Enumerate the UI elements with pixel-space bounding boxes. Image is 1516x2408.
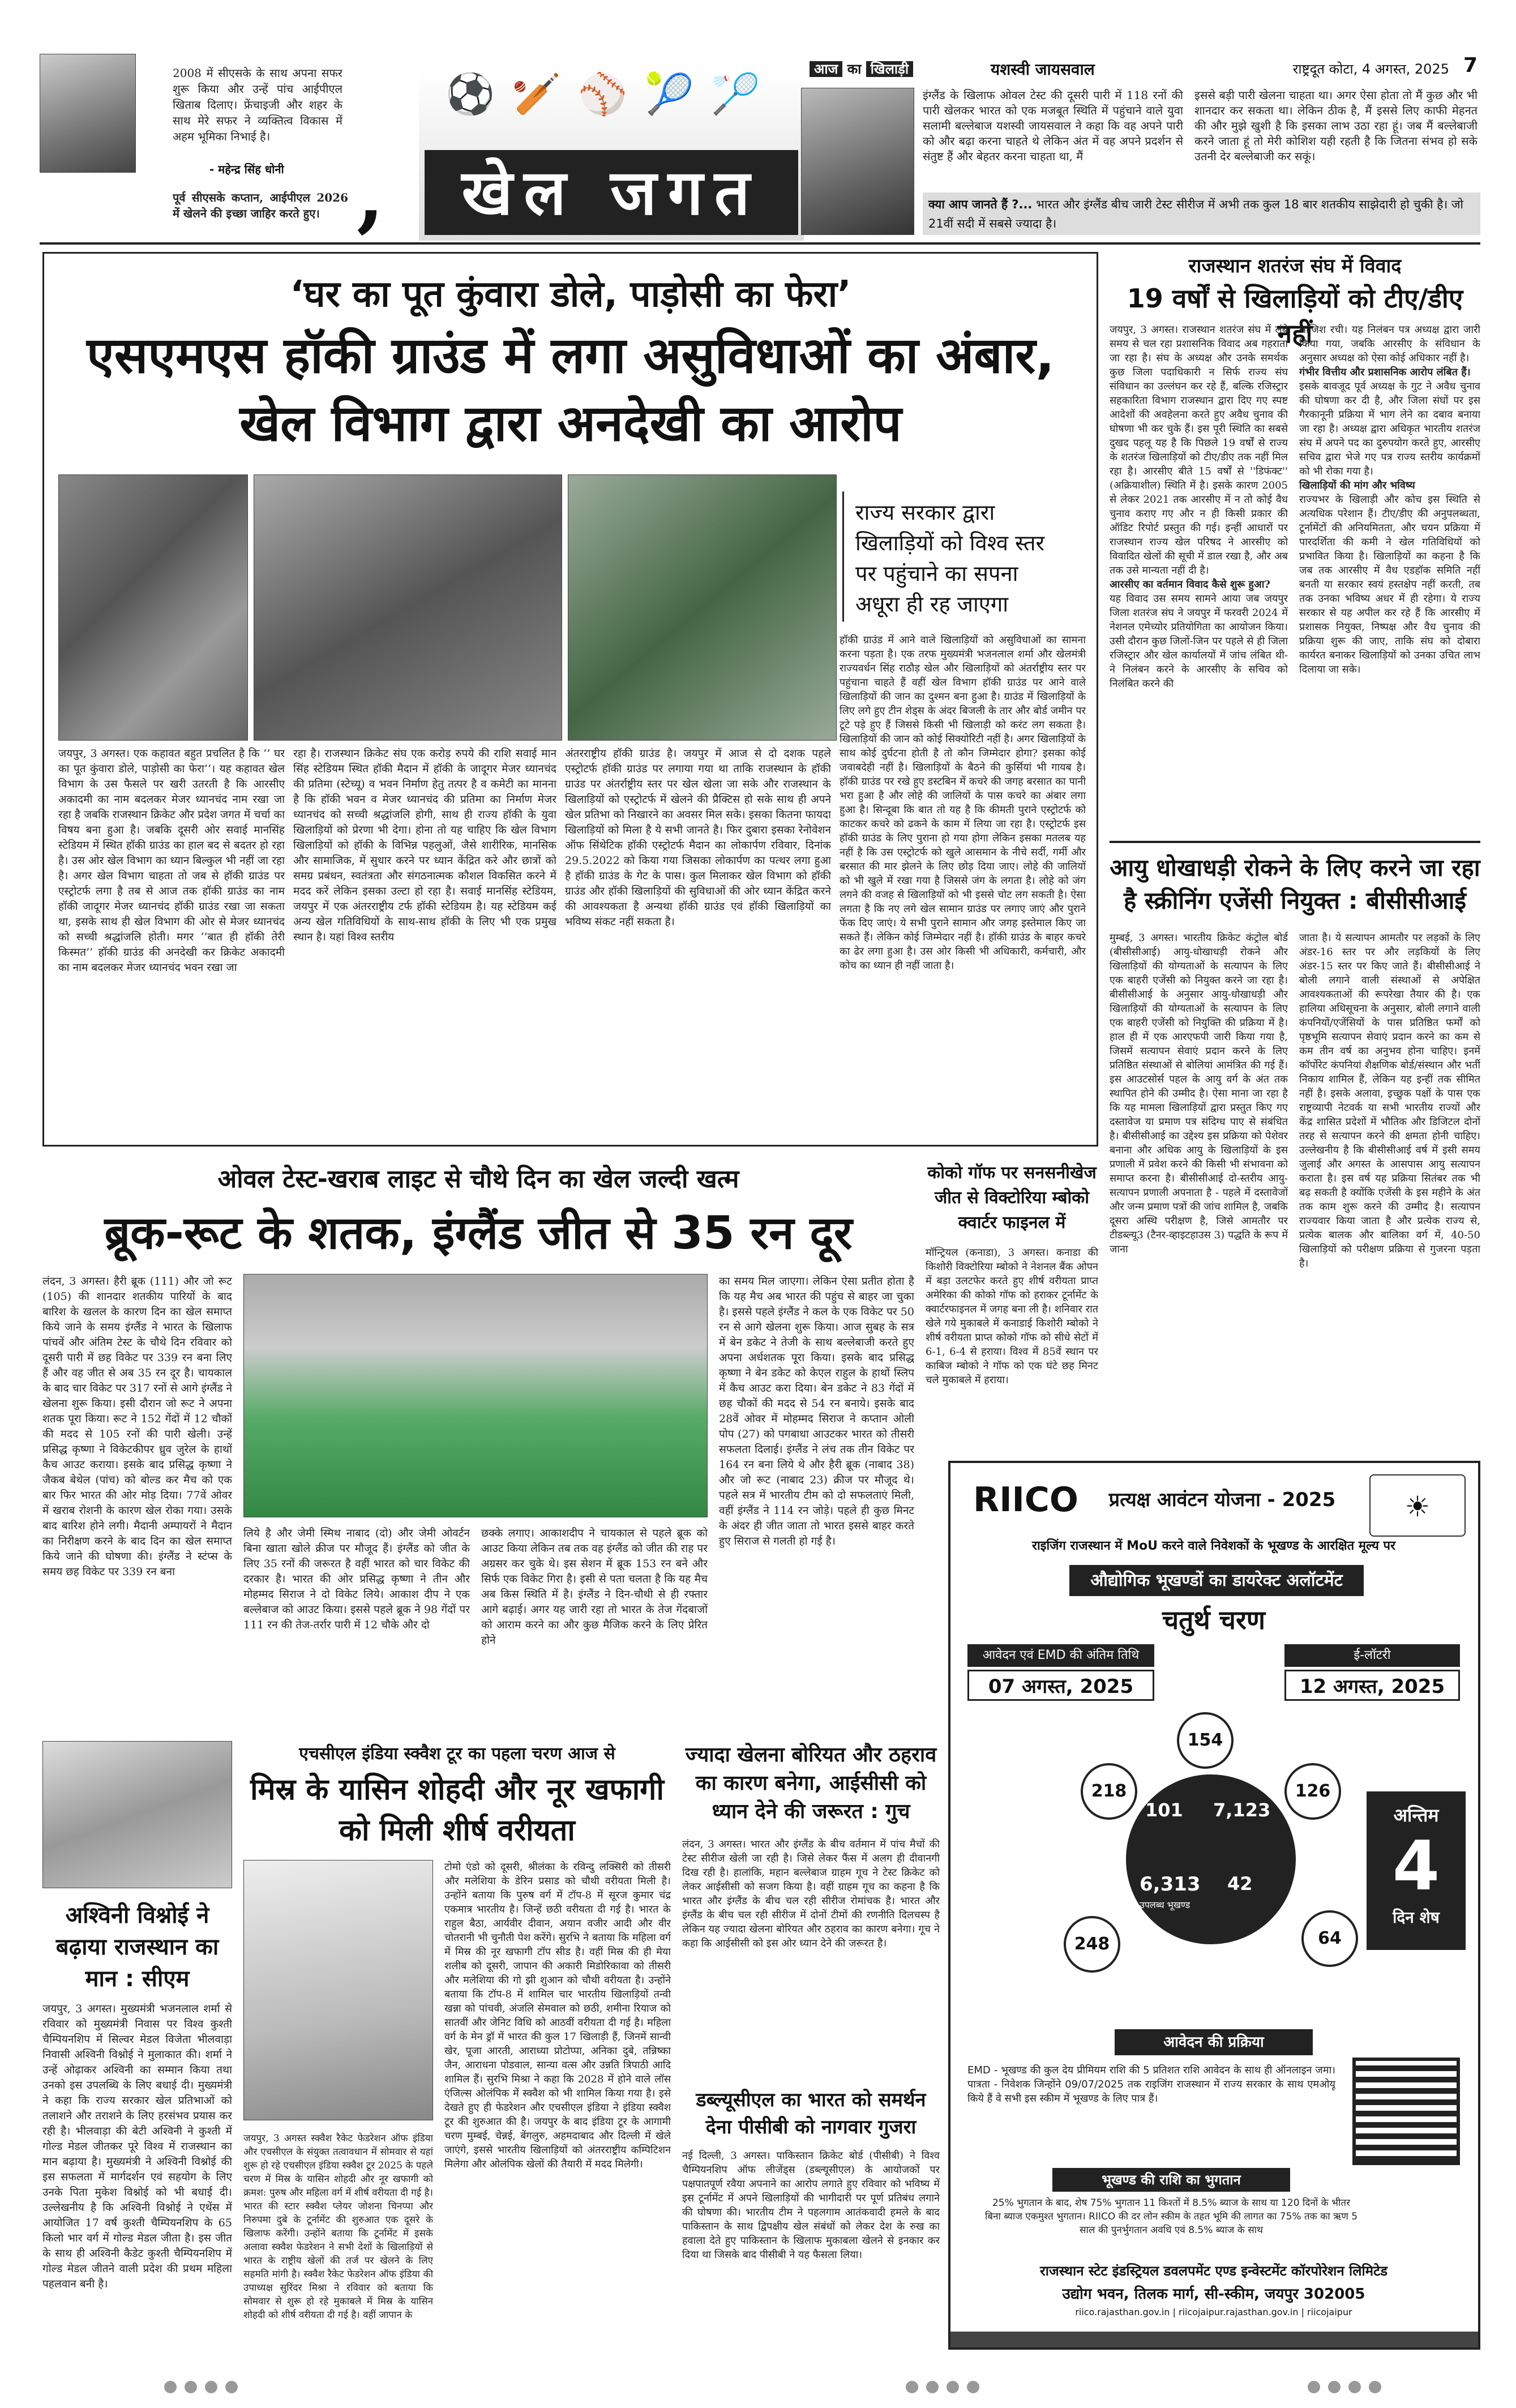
hockey-story bbox=[42, 252, 1098, 1147]
hockey-photo-3 bbox=[568, 474, 837, 741]
footer-dots-left bbox=[164, 2381, 238, 2393]
bishnoi-body: जयपुर, 3 अगस्त। मुख्यमंत्री भजनलाल शर्मा से रविवार को मुख्यमंत्री निवास पर विश्व कुश्ती चैम्पियनशिप में सिल्वर मेडल विजेता भीलवाड़ा निवासी अश्विनी विश्नोई ने मुलाकात की। शर्मा ने उन्हें ओढ़ाकर अश्विनी का सम्मान किया तथा उनको इस उपलब्धि के लिए बधाई दी। मुख्यमंत्री ने कहा कि राज्य सरकार खेल प्रतिभाओं को तलाशने और तराशने के लिए हरसंभव प्रयास कर रही है। भीलवाड़ा की बेटी अश्विनी ने कुश्ती में गोल्ड मेडल जीतकर पूरे विश्व में राजस्थान का मान बढ़ाया है। मुख्यमंत्री ने अश्विनी विश्नोई की इस सफलता में मार्गदर्शन एवं सहयोग के लिए उनके पिता मुकेश विश्नोई को भी बधाई दी। उल्लेखनीय है कि अश्विनी विश्नोई ने एथेंस में आयोजित 17 वर्ष कुश्ती चैम्पियनशिप के 65 किलो भार वर्ग में गोल्ड मेडल जीता है। इस जीत के साथ ही अश्विनी कैडेट कुश्ती चैम्पियनशिप में गोल्ड मेडल जीतने वाली प्रदेश की प्रथम महिला पहलवान बनी है। bbox=[42, 2003, 232, 2290]
oval-match-photo bbox=[243, 1274, 708, 1517]
aaj-ka-khiladi-label bbox=[810, 59, 979, 80]
bishnoi-photo bbox=[42, 1741, 232, 1888]
hockey-photo-2 bbox=[254, 474, 562, 741]
riico-phase: चतुर्थ चरण bbox=[1162, 1605, 1266, 1635]
jaiswal-photo bbox=[801, 88, 914, 235]
qr-code bbox=[1352, 2058, 1460, 2165]
riico-logo: RIICO bbox=[973, 1480, 1078, 1520]
days-unit: दिन शेष bbox=[1393, 1908, 1440, 1927]
plots-7123: 7,123 bbox=[1213, 1799, 1271, 1821]
chess-col-1b-text: यह विवाद उस समय सामने आया जब जयपुर जिला शतरंज संघ ने जयपुर में फरवरी 2024 में नेशनल एमेच्योर प्रतियोगिता का आयोजन किया। उसी दौरान कुछ जिलों-जिन पर पहले से ही जिला रजिस्ट्रार और खेल कार्यालयों में जांच लंबित थी-ने निलंबन करने के आरसीए के सचिव को निलंबित करने की bbox=[1110, 593, 1288, 690]
hockey-kicker: ‘घर का पूत कुंवारा डोले, पाड़ोसी का फेरा’ bbox=[290, 273, 851, 315]
player-name: यशस्वी जायसवाल bbox=[991, 60, 1095, 79]
oval-col-1: लंदन, 3 अगस्त। हैरी ब्रूक (111) और जो रूट (105) की शानदार शतकीय पारियों के बाद बारिश के खलल के कारण दिन का खेल समाप्त किये जाने के समय इंग्लैंड ने भारत के खिलाफ पांचवें और अंतिम टेस्ट के चौथे दिन रविवार को दूसरी पारी में छह विकेट पर 339 रन बना लिए हैं और वह जीत से अब 35 रन दूर है। चायकाल के बाद चार विकेट पर 317 रनों से आगे इंग्लैंड ने खेलना शुरू किया। इसी दौरान जो रूट ने अपना शतक पूरा किया। रूट ने 152 गेंदों में 12 चौकों की मदद से 105 रनों की पारी खेली। उन्हें प्रसिद्ध कृष्णा ने विकेटकीपर ध्रुव जुरेल के हाथों कैच आउट कराया। इसके बाद प्रसिद्ध कृष्णा ने जैकब बेथेल (पांच) को बोल्ड कर मैच को एक बार फिर भारत की ओर मोड़ दिया। 77वें ओवर में खराब रोशनी के कारण खेल रोका गया। उसके बाद बारिश होने लगी। मैदानी अम्पायरों ने मैदान का निरीक्षण करने के बाद दिन का खेल समाप्त किये जाने की घोषणा की। इंग्लैंड ने स्टंप्स के समय छह विकेट पर 339 रन बना bbox=[42, 1275, 232, 1578]
bishnoi-headline: अश्विनी विश्नोई ने बढ़ाया राजस्थान का मान : सीएम bbox=[55, 1902, 219, 1992]
riico-tagline: प्रत्यक्ष आवंटन योजना - 2025 bbox=[1108, 1489, 1336, 1511]
plots-126: 126 bbox=[1284, 1763, 1341, 1820]
plots-42: 42 bbox=[1227, 1873, 1253, 1894]
chess-subhead-3: खिलाड़ियों की मांग और भविष्य bbox=[1299, 480, 1415, 491]
icc-story bbox=[682, 1741, 940, 2353]
riico-footer-web: riico.rajasthan.gov.in | riicojaipur.rajasthan.gov.in | riicojaipur bbox=[1075, 2307, 1352, 2317]
footer-dots-center bbox=[906, 2381, 979, 2393]
chess-col-2b-text: इसके बावजूद पूर्व अध्यक्ष के गुट ने अवैध चुनाव की घोषणा कर दी है, और जिला संघों पर इस गैरकानूनी प्रक्रिया में भाग लेने का दबाव बनाया जा रहा है। अध्यक्ष द्वारा अधिकृत भारतीय शतरंज संघ में अपने पद का दुरुपयोग करते हुए, आरसीए सचिव द्वारा भेजे गए पत्र राज्य स्तरीय कार्यक्रमों को भी रोका गया है। bbox=[1299, 380, 1480, 477]
wcl-subheadline: डब्ल्यूसीएल का भारत को समर्थन देना पीसीबी को नागवार गुजरा bbox=[696, 2089, 926, 2138]
ka-label: का bbox=[847, 61, 862, 77]
bcci-headline: आयु धोखाधड़ी रोकने के लिए करने जा रहा है स्क्रीनिंग एजेंसी नियुक्त : बीसीसीआई bbox=[1110, 854, 1480, 914]
riico-last-date: 07 अगस्त, 2025 bbox=[967, 1670, 1154, 1701]
plots-center bbox=[1126, 1774, 1296, 1944]
payment-title: भूखण्ड की राशि का भुगतान bbox=[1052, 2168, 1290, 2192]
koko-body: मॉन्ट्रियल (कनाडा), 3 अगस्त। कनाडा की किशोरी विक्टोरिया म्बोको ने नेशनल बैंक ओपन में बड़ा उलटफेर करते हुए शीर्ष वरीयता प्राप्त अमेरिका की कोको गॉफ को हराकर टूर्नामेंट के क्वार्टरफाइनल में जगह बना ली है। शनिवार रात खेले गये मुकाबले में कनाडाई किशोरी म्बोको ने शीर्ष वरीयता प्राप्त कोको गॉफ को सीधे सेटों में 6-1, 6-4 से हराया। विश्व में 85वें स्थान पर काबिज म्बोको ने गॉफ को एक घंटे छह मिनट चले मुकाबले में हराया। bbox=[926, 1247, 1098, 1386]
plots-6313: 6,313 bbox=[1140, 1873, 1201, 1896]
dhoni-caption: पूर्व सीएसके कप्तान, आईपीएल 2026 में खेलने की इच्छा जाहिर करते हुए। bbox=[173, 191, 348, 220]
plots-available-label: उपलब्ध भूखण्ड bbox=[1140, 1900, 1190, 1910]
riico-last-date-label: आवेदन एवं EMD की अंतिम तिथि bbox=[967, 1644, 1154, 1667]
hockey-col-1: जयपुर, 3 अगस्त। एक कहावत बहुत प्रचलित है कि ‘’ घर का पूत कुंवारा डोले, पाड़ोसी का फेरा’’। यह कहावत खेल विभाग के उस फैसले पर खरी उतरती है कि आरसीए अकादमी का नाम बदलकर मेजर ध्यानचंद नाम रखा जा रहा है जबकि राजस्थान क्रिकेट और प्रदेश जगत में चर्चा का विषय बना हुआ है। जबकि दूसरी ओर सवाई मानसिंह स्टेडियम में स्थित हॉकी ग्राउंड का हाल बद से बदतर हो रहा है। उस ओर खेल विभाग का ध्यान बिल्कुल भी नहीं जा रहा है। अगर खेल विभाग चाहता तो जब से हॉकी ग्राउंड पर एस्ट्रोटर्फ लगा है तब से आज तक हॉकी ग्राउंड का नाम हॉकी जादूगर मेजर ध्यानचंद हॉकी ग्राउंड रखा जा सकता था, इसके साथ ही खेल विभाग की ओर से मेजर ध्यानचंद को सच्ची श्रद्धांजलि होती। मगर ‘’बात ही हॉकी तेरी किस्मत’’ हॉकी ग्राउंड की अनदेखी कर क्रिकेट अकादमी का नाम बदलकर मेजर ध्यानचंद भवन रखा जा bbox=[58, 747, 285, 974]
chess-subhead-2: गंभीर वित्तीय और प्रशासनिक आरोप लंबित हैं। bbox=[1299, 366, 1471, 378]
factory-skyline bbox=[950, 2321, 1478, 2347]
hockey-photo-1 bbox=[58, 474, 248, 741]
sports-equipment-icon: ⚽🏏⚾🎾🏸 bbox=[446, 71, 777, 117]
riico-subtitle: राइजिंग राजस्थान में MoU करने वाले निवेशकों के भूखण्ड के आरक्षित मूल्य पर bbox=[1031, 1539, 1396, 1553]
pull-quote-text: राज्य सरकार द्वारा खिलाड़ियों को विश्व स्तर पर पहुंचाने का सपना अधूरा ही रह जाएगा bbox=[855, 500, 1045, 617]
plot-circle-diagram bbox=[1064, 1712, 1358, 2018]
hockey-col-3: अंतरराष्ट्रीय हॉकी ग्राउंड है। जयपुर में आज से दो दशक पहले एस्ट्रोटर्फ हॉकी ग्राउंड पर लगाया गया था ताकि राजस्थान के हॉकी ग्राउंड पर अंतर्राष्ट्रीय स्तर पर खेल खेला जा सके और राजस्थान के खिलाड़ियों को एस्ट्रोटर्फ में खेलने की प्रैक्टिस हो सके साथ ही अपने खेल प्रतिभा को निखारने का अवसर मिल सके। इसका कितना फायदा खिलाड़ियों को मिला है ये सभी जानते है। फिर दुबारा इसका रेनोवेशन ऑफ सिंथेटिक हॉकी एस्ट्रोटर्फ मैदान का लोकार्पण रविवार, दिनांक 29.5.2022 को किया गया जिसका लोकार्पण का पत्थर लगा हुआ है हॉकी ग्राउंड के गेट के पास। कुल मिलाकर खेल विभाग को हॉकी ग्राउंड और हॉकी खिलाड़ियों की सुविधाओं की ओर ध्यान केंद्रित करने की आवश्यकता है अन्यथा हॉकी ग्राउंड एवं हॉकी खिलाड़ियों का भविष्य संकट नहीं सकता है। bbox=[565, 747, 831, 928]
riico-lottery-label: ई-लॉटरी bbox=[1284, 1644, 1460, 1667]
chess-col-2c-text: राज्यभर के खिलाड़ी और कोच इस स्थिति से अत्यधिक परेशान हैं। टीए/डीए की अनुपलब्धता, टूर्नामेंटों की अनियमितता, और चयन प्रक्रिया में पारदर्शिता की कमी ने खेल गतिविधियों को प्रभावित किया है। खिलाड़ियों का कहना है कि जब तक आरसीए में वैध एडहॉक समिति नहीं बनती या सरकार स्वयं हस्तक्षेप नहीं करती, तब तक उनका भविष्य अधर में ही रहेगा। ये राज्य सरकार से यह अपील कर रहे हैं कि आरसीए में प्रशासक नियुक्त, निष्पक्ष और वैध चुनाव की प्रक्रिया शुरू की जाए, ताकि संघ को दोबारा कार्यरत बनाकर खिलाड़ियों को उनका उचित लाभ दिलाया जा सके। bbox=[1299, 494, 1480, 675]
trivia-text: भारत और इंग्लैंड बीच जारी टेस्ट सीरीज में अभी तक कुल 18 बार शतकीय साझेदारी हो चुकी है। जो 21वीं सदी में सबसे ज्यादा है। bbox=[928, 198, 1463, 230]
page-number: 7 bbox=[1463, 54, 1478, 77]
riico-banner: औद्योगिक भूखण्डों का डायरेक्ट अलॉटमेंट bbox=[1069, 1565, 1364, 1596]
plots-101: 101 bbox=[1145, 1799, 1183, 1821]
oval-story bbox=[42, 1161, 914, 1727]
riico-footer-org: राजस्थान स्टेट इंडस्ट्रियल डवलपमेंट एण्ड इन्वेस्टमेंट कॉरपोरेशन लिमिटेड bbox=[1039, 2263, 1388, 2279]
plots-218: 218 bbox=[1081, 1763, 1137, 1820]
icc-headline: ज्यादा खेलना बोरियत और ठहराव का कारण बनेगा, आईसीसी को ध्यान देने की जरूरत : गुच bbox=[685, 1743, 937, 1823]
bcci-col-2: जाता है। ये सत्यापन आमतौर पर लड़कों के लिए अंडर-16 स्तर पर और लड़कियों के लिए अंडर-15 स्तर पर किए जाते हैं। बीसीसीआई ने बोली लगाने वाली संस्थाओं से अपेक्षित आवश्यकताओं की रूपरेखा तैयार की है। एक हालिया अधिसूचना के अनुसार, बोली लगाने वाली कंपनियों/एजेंसियों के पास प्रतिष्ठित फर्मों को पृष्ठभूमि सत्यापन सेवाएं प्रदान करने का कम से कम तीन वर्ष का अनुभव होना चाहिए। इनमें कॉर्पोरेट कंपनियां शैक्षणिक बोर्ड/संस्थान और भर्ती निकाय शामिल हैं, लेकिन यह इन्हीं तक सीमित नहीं है। इसके अलावा, इच्छुक पक्षों के पास एक राष्ट्रव्यापी नेटवर्क या सभी भारतीय राज्यों और केंद्र शासित प्रदेशों में भौतिक और डिजिटल दोनों तरह से सत्यापन करने की क्षमता होनी चाहिए। उल्लेखनीय है कि बीसीसीआई वर्ष में इसी समय जुलाई और अगस्त के आसपास आयु सत्यापन कराता है। इस वर्ष यह प्रक्रिया सितंबर तक भी बढ़ सकती है क्योंकि एजेंसी के इस महीने के अंत तक काम शुरू करने की उम्मीद है। सत्यापन राज्यवार किया जाता है और प्रत्येक राज्य से, प्रत्येक बालक और बालिका वर्ग में, 40-50 खिलाड़ियों को परीक्षण प्रक्रिया से गुजरना पड़ता है। bbox=[1299, 932, 1480, 1269]
khiladi-label: खिलाड़ी bbox=[866, 61, 913, 77]
squash-headline: मिस्र के यासिन शोहदी और नूर खफागी को मिली शीर्ष वरीयता bbox=[250, 1773, 664, 1847]
wcl-body: नई दिल्ली, 3 अगस्त। पाकिस्तान क्रिकेट बोर्ड (पीसीबी) ने विश्व चैम्पियनशिप ऑफ लीजेंड्स (डब्ल्यूसीएल) के आयोजकों पर पक्षपातपूर्ण रवैया अपनाने का आरोप लगाते हुए रविवार को भविष्य में इस टूर्नामेंट में अपने खिलाड़ियों की भागीदारी पर पूर्ण प्रतिबंध लगाने की घोषणा की। भारतीय टीम ने पहलगाम आतंकवादी हमले के बाद पाकिस्तान के साथ द्विपक्षीय खेल संबंधों को लेकर देश के रुख का हवाला देते हुए पाकिस्तान के खिलाफ मुकाबला खेलने से इनकार कर दिया था जिसके बाद पीसीबी ने यह फैसला लिया। bbox=[682, 2150, 940, 2261]
chess-kicker: राजस्थान शतरंज संघ में विवाद bbox=[1188, 255, 1402, 277]
koko-headline: कोको गॉफ पर सनसनीखेज जीत से विक्टोरिया म्बोको क्वार्टर फाइनल में bbox=[927, 1163, 1097, 1233]
bcci-story bbox=[1110, 841, 1480, 1452]
chess-story bbox=[1110, 252, 1480, 829]
edition-date: राष्ट्रदूत कोटा, 4 अगस्त, 2025 bbox=[1292, 61, 1449, 77]
dhoni-quote-author: - महेन्द्र सिंह धोनी bbox=[209, 162, 284, 176]
chess-col-1-text: जयपुर, 3 अगस्त। राजस्थान शतरंज संघ में लंबे समय से चल रहा प्रशासनिक विवाद अब गहराता जा रहा है। संघ के अध्यक्ष और उनके समर्थक कुछ जिला पदाधिकारी न सिर्फ राज्य संघ संविधान का उल्लंघन कर रहे हैं, बल्कि रजिस्ट्रार सहकारिता विभाग राजस्थान द्वारा दिए गए स्पष्ट आदेशों की अवहेलना करते हुए अवैध चुनाव की घोषणा भी कर चुके हैं। इस पूरी स्थिति का सबसे दुखद पहलू यह है कि पिछले 19 वर्षों से राज्य के शतरंज खिलाड़ियों को टीए/डीए तक नहीं मिल रहा है। आरसीए बीते 15 वर्षों से ''डिफंक्ट'' (अक्रियाशील) स्थिति में है। इसके कारण 2005 से लेकर 2021 तक आरसीए में न तो कोई वैध चुनाव कराए गए और न ही किसी प्रकार की ऑडिट रिपोर्ट प्रस्तुत की गई। इन्हीं आधारों पर राजस्थान राज्य खेल परिषद ने आरसीए को विवादित खेलों की सूची में डाल रखा है, और अब तक उसे मान्यता नहीं दी है। bbox=[1110, 324, 1288, 576]
masthead-rule bbox=[40, 242, 1480, 245]
aaj-label: आज bbox=[810, 61, 842, 77]
payment-text: 25% भुगतान के बाद, शेष 75% भुगतान 11 किश्तों में 8.5% ब्याज के साथ या 120 दिनों के भीतर बिना ब्याज एकमुश्त भुगतान। RIICO की दर लोन स्कीम के तहत भूमि की लागत का 75% तक का ऋण 5 साल की पुनर्भुगतान अवधि एवं 8.5% ब्याज के साथ bbox=[984, 2197, 1358, 2236]
rajasthan-conclave-logo: ☀ bbox=[1369, 1474, 1466, 1537]
masthead bbox=[40, 54, 1480, 241]
icc-body: लंदन, 3 अगस्त। भारत और इंग्लैंड के बीच वर्तमान में पांच मैचों की टेस्ट सीरीज खेली जा रही है। जिसे लेकर फैंस में अलग ही दीवानगी दिख रही है। हालांकि, महान बल्लेबाज ग्राहम गूच ने टेस्ट क्रिकेट को लेकर आईसीसी को सजग किया है। वहीं ग्राहम गूच का कहना है कि भारत और इंग्लैंड के बीच चल रही सीरीज रोमांचक है। भारत और इंग्लैंड के बीच चल रही सीरीज में दोनों टीमों की रणनीति दिलचस्प है लेकिन यह ज्यादा खेलना बोरियत और ठहराव का कारण बनेगा। गूच ने कहा कि आईसीसी को इस ओर ध्यान देने की जरूरत है। bbox=[682, 1838, 940, 1949]
days-label: अन्तिम bbox=[1393, 1804, 1439, 1826]
chess-col-2 bbox=[1299, 323, 1480, 821]
squash-kicker: एचसीएल इंडिया स्क्वैश टूर का पहला चरण आज से bbox=[299, 1744, 615, 1764]
plots-154: 154 bbox=[1177, 1712, 1234, 1769]
squash-col-1: जयपुर, 3 अगस्त स्क्वैश रैकेट फेडरेशन ऑफ इंडिया और एचसीएल के संयुक्त तत्वावधान में सोमवार से यहां शुरू हो रहे एचसीएल इंडिया स्क्वैश टूर 2025 के पहले चरण में मिस्र के यासिन शोहदी और नूर खफागी को क्रमश: पुरुष और महिला वर्ग में शीर्ष वरीयता दी गई है। भारत की स्टार स्क्वैश प्लेयर जोशना चिनप्पा और निरुपमा दुबे के टूर्नामेंट की शुरुआत एक दूसरे के खिलाफ करेंगी। उन्होंने बताया कि टूर्नामेंट में इसके अलावा स्क्वैश फेडरेशन ने सभी देशों के खिलाड़ियों से भारत के राष्ट्रीय खेलों की तर्ज पर खेलने के लिए सहमति मांगी है। स्क्वैश रैकेट फेडरेशन ऑफ इंडिया की उपाध्यक्ष सुरिंदर मिश्रा ने रविवार को बताया कि सोमवार से शुरू हो रहे मुकाबले में मिस्र के यासिन शोहदी को शीर्ष वरीयता दी गई है। वहीं जापान के bbox=[243, 2133, 433, 2321]
riico-advertisement bbox=[948, 1461, 1480, 2350]
plots-248: 248 bbox=[1064, 1916, 1120, 1973]
oval-col-4: का समय मिल जाएगा। लेकिन ऐसा प्रतीत होता है कि यह मैच अब भारत की पहुंच से बाहर जा चुका है। इससे पहले इंग्लैंड ने कल के एक विकेट पर 50 रन से आगे खेलना शुरू किया। आज सुबह के सत्र में बेन डकेट ने तेजी के साथ बल्लेबाजी करते हुए अपना अर्धशतक पूरा किया। इसके बाद प्रसिद्ध कृष्णा ने बेन डकेट को केएल राहुल के हाथों स्लिप में कैच आउट करा दिया। बेन डकेट ने 83 गेंदों में छह चौकों की मदद से 54 रन बनाये। इसके बाद 28वें ओवर में मोहम्मद सिराज ने कप्तान ओली पोप (27) को पगबाधा आउटकर भारत को तीसरी सफलता दिलाई। इंग्लैंड ने लंच तक तीन विकेट पर 164 रन बना लिये थे और हैरी ब्रूक (नाबाद 38) और जो रूट (नाबाद 23) क्रीज पर मौजूद थे। पहले सत्र में भारतीय टीम को दो सफलताएं मिली, वहीं इंग्लैंड ने 114 रन जोड़े। पहले ही कुछ मिनट के अंदर ही जीत जाता तो भारत इससे बाहर करते हुए सिराज से गलती हो गई है। bbox=[719, 1275, 914, 1547]
trivia-label: क्या आप जानते हैं ?... bbox=[928, 198, 1033, 211]
squash-col-2: टोमो एंडो को दूसरी, श्रीलंका के रविन्दु लक्सिरी को तीसरी और मलेशिया के डेरिन प्रसाड को चौथी वरीयता मिली है। उन्होंने बताया कि पुरुष वर्ग में टॉप-8 में सूरज कुमार चंद्र एकमात्र भारतीय है। जिन्हें छठी वरीयता दी गई है। भारत के राहुल बैठा, आर्यवीर दीवान, अयान वजीर आदी और वीर चोतरानी भी चुनौती पेश करेंगे। सुरभि ने बताया कि महिला वर्ग में मिस्र की नूर खफागी टॉप सीड है। वहीं मिस्र की ही मेया शलीब को दूसरी, जापान की अकारी मिडोरिकावा को तीसरी और मलेशिया की गो झी शुआन को चौथी वरीयता है। उन्होंने बताया कि टॉप-8 में शामिल चार भारतीय खिलाड़ियों तन्वी खन्ना को पांचवी, अंजलि सेमवाल को छठी, शमीना रियाज को सातवीं और जेनिट विधि को आठवीं वरीयता दी गई है। महिला वर्ग के मेन ड्रॉ में भारत की कुल 17 खिलाड़ी हैं, जिनमें सान्वी खेर, पूजा आरती, आराध्या प्रोटोप्पा, अनिका दुबे, तन्निष्का जैन, आराधना पोडवाल, सान्या वत्स और उन्नति त्रिपाठी आदि शामिल हैं। सुरभि मिश्रा ने कहा कि 2028 में होने वाले लॉस एंजिल्स ओलंपिक में स्क्वैश को भी शामिल किया गया है। इसे देखते हुए ही फेडरेशन और एचसीएल इंडिया ने इंडिया स्क्वैश टूर की शुरुआत की है। जयपुर के बाद इंडिया टूर के आगामी चरण मुम्बई, चेन्नई, बेंगलुरु, अहमदाबाद और दिल्ली में खेले जाएंगे, इससे भारतीय खिलाड़ियों को अंतरराष्ट्रीय कम्पिटिशन मिलेगा और ओलंपिक खेलों की तैयारी में मदद मिलेगी। bbox=[444, 1861, 671, 2170]
jaiswal-quote-2: इससे बड़ी पारी खेलना चाहता था। अगर ऐसा होता तो मैं कुछ और भी शानदार कर सकता था। लेकिन ठीक है, मैं इससे लिए काफी मेहनत की और मुझे खुशी है कि इसका लाभ उठा रहा हूं। जब मैं बल्लेबाजी करने जाता हूं तो मेरी कोशिश यही रहती है कि जितना संभव हो सके उतनी देर बल्लेबाजी कर सकूं। bbox=[1194, 88, 1478, 163]
trivia-bar bbox=[923, 193, 1480, 235]
process-text: EMD - भूखण्ड की कुल देय प्रीमियम राशि की 5 प्रतिशत राशि आवेदन के साथ ही ऑनलाइन जमा। पात्रता - निवेशक जिन्होंने 09/07/2025 तक राइजिंग राजस्थान में राज्य सरकार के साथ एमओयू किये हैं वे सभी इस स्कीम में भूखण्ड के लिए पात्र हैं। bbox=[967, 2064, 1335, 2105]
chess-col-2-text: साजिश रची। यह निलंबन पत्र अध्यक्ष द्वारा जारी किया गया, जबकि आरसीए के संविधान के अनुसार अध्यक्ष को ऐसा कोई अधिकार नहीं है। bbox=[1299, 324, 1480, 364]
oval-col-3: छक्के लगाए। आकाशदीप ने चायकाल से पहले ब्रूक को आउट किया लेकिन तब तक वह इंग्लैंड को जीत की राह पर अग्रसर कर चुके थे। इस सेशन में ब्रूक 153 रन बने और सिर्फ एक विकेट गिरा है। इसी से पता चलता है कि यह मैच अब किस स्थिति में है। इंग्लैंड ने दिन-चौथी से ही रफ्तार आगे बढ़ाई। अगर यह जारी रहा तो भारत के तेज गेंदबाजों को आराम करने का और कुछ मैजिक करने के लिए प्रेरित होने bbox=[481, 1527, 708, 1646]
oval-col-2: लिये है और जेमी स्मिथ नाबाद (दो) और जेमी ओवर्टन बिना खाता खोले क्रीज पर मौजूद हैं। इंग्लैंड को जीत के लिए 35 रनों की जरूरत है वहीं भारत को चार विकेट की दरकार है। भारत की ओर प्रसिद्ध कृष्णा ने तीन और मोहम्मद सिराज ने दो विकेट लिये। आकाश दीप ने एक बल्लेबाज को आउट किया। इससे पहले ब्रूक ने 98 गेंदों पर 111 रन की तेज-तर्रार पारी में 12 चौके और दो bbox=[243, 1527, 470, 1631]
hockey-col-2: रहा है। राजस्थान क्रिकेट संघ एक करोड़ रुपये की राशि सवाई मान सिंह स्टेडियम स्थित हॉकी मैदान में हॉकी के जादूगर मेजर ध्यानचंद की प्रतिमा (स्टेच्यू) व भवन निर्माण हेतु तत्पर है व कमेटी का मानना है कि हॉकी भवन व मेजर ध्यानचंद की प्रतिमा का निर्माण मेजर ध्यानचंद को सच्ची श्रद्धांजलि होगी, साथ ही राज्य हॉकी के युवा खिलाड़ियों को प्रेरणा भी देगा। होना तो यह चाहिए कि खेल विभाग खिलाड़ियों को हॉकी के विभिन्न पहलुओं, जैसे शारीरिक, मानसिक और सामाजिक, में सुधार करने पर ध्यान केंद्रित करे और छात्रों को समग्र प्रबंधन, स्वतंत्रता और संगठनात्मक कौशल विकसित करने में मदद करें लेकिन इसका उल्टा हो रहा है। सवाई मानसिंह स्टेडियम, जयपुर में एक अंतरराष्ट्रीय टर्फ हॉकी स्टेडियम है। यह स्टेडियम कई अन्य खेल गतिविधियों के साथ-साथ हॉकी के लिए भी एक प्रमुख स्थान है। यहां विश्व स्तरीय bbox=[293, 747, 556, 943]
hockey-col-4: हॉकी ग्राउंड में आने वाले खिलाड़ियों को असुविधाओं का सामना करना पड़ता है। एक तरफ मुख्यमंत्री भजनलाल शर्मा और खेलमंत्री राज्यवर्धन सिंह राठौड़ खेल और खिलाड़ियों को अंतर्राष्ट्रीय स्तर पर पहुंचाना चाहते हैं वहीं खेल विभाग हॉकी ग्राउंड पर आने वाले खिलाड़ियों की जान का दुश्मन बना हुआ है। ग्राउंड में खिलाड़ियों के लिए लगे हुए टीन शेड्स के अंदर बिजली के तार और बोर्ड जमीन पर टूटे पड़े हुए हैं जिससे किसी भी खिलाड़ी को करंट लग सकता है। खिलाड़ियों की जान को कोई सिक्योरिटी नहीं है। अगर खिलाड़ियों के साथ कोई दुर्घटना होती है तो कौन जिम्मेदार होगा? इसका कोई जवाबदेही नहीं है। खिलाड़ियों के बैठने की कुर्सियां भी गायब है। हॉकी ग्राउंड पर रखे हुए डस्टबिन में कचरे की जगह बरसात का पानी भरा हुआ है और लोहे की जालियों के पास कचरे का अंबार लगा हुआ है। सिन्दूबा कि बात तो यह है कि कीमती पुराने एस्ट्रोटर्फ को काटकर कचरे को ढकने के काम में लिया जा रहा है। एस्ट्रोटर्फ इस हॉकी ग्राउंड के लिए पुराना हो गया होगा लेकिन इसका मतलब यह नहीं है कि उस एस्ट्रोटर्फ को खुले आसमान के नीचे सर्दी, गर्मी और बरसात की मार झेलने के लिए छोड़ दिया जाए। लोहे की जालियों को भी खुले में रखा गया है जिससे जंग के लगता है। लोहे को जंग लगने की वजह से खिलाड़ियों को भी इससे चोट लग सकती है। ऐसा लगता है कि नए लगे खेल सामान ग्राउंड पर लगाए जाएं और पुराने फेंक दिए जाएं। ये सभी पुराने सामान और जगह इस्तेमाल किए जा सकते हैं। लेकिन कोई जिम्मेदार नहीं है। हॉकी ग्राउंड के बाहर कचरे का ढेर लगा हुआ है। उस ओर किसी भी अधिकारी, कर्मचारी, और कोच का ध्यान ही नहीं जाता है। bbox=[840, 634, 1086, 972]
riico-lottery-date: 12 अगस्त, 2025 bbox=[1284, 1670, 1460, 1701]
days-number: 4 bbox=[1392, 1827, 1440, 1906]
riico-footer-address: उद्योग भवन, तिलक मार्ग, सी-स्कीम, जयपुर 302005 bbox=[1062, 2286, 1365, 2303]
squash-photo bbox=[243, 1860, 433, 2120]
process-title: आवेदन की प्रक्रिया bbox=[1115, 2029, 1313, 2055]
oval-headline: ब्रूक-रूट के शतक, इंग्लैंड जीत से 35 रन दूर bbox=[104, 1207, 853, 1259]
squash-story bbox=[243, 1741, 671, 2353]
bcci-col-1: मुम्बई, 3 अगस्त। भारतीय क्रिकेट कंट्रोल बोर्ड (बीसीसीआई) आयु-धोखाधड़ी रोकने और खिलाड़ियों की योग्यताओं के सत्यापन के लिए एक बाहरी एजेंसी को नियुक्त करने जा रहा है। बीसीसीआई के अनुसार आयु-धोखाधड़ी और खिलाड़ियों की योग्यताओं के सत्यापन के लिए एक बाहरी एजेंसी को नियुक्ति की प्रक्रिया में है। हाल ही में एक आरएफपी जारी किया गया है, जिसमें सत्यापन सेवाएं प्रदान करने के लिए प्रतिष्ठित संस्थाओं से बोलियां आमंत्रित की गई हैं। इस आउटसोर्स पहल के आयु वर्ग के अंत तक स्थापित होने की उम्मीद है। ऐसा माना जा रहा है कि यह मामला खिलाड़ियों द्वारा प्रस्तुत किए गए दस्तावेज या प्रमाण पत्र संदिग्ध पाए से संबंधित है। बीसीसीआई का उद्देश्य इस प्रक्रिया को पेशेवर बनाना और अधिक आयु के खिलाड़ियों के इस प्रणाली में प्रवेश करने की किसी भी संभावना को समाप्त करना है। बीसीसीआई दो-स्तरीय आयु-सत्यापन प्रणाली अपनाता है - पहले में दस्तावेजों और जन्म प्रमाण पत्रों की जांच शामिल है, जबकि दूसरा अस्थि परीक्षण है, जिसे आमतौर पर टीडब्ल्यू3 (टैनर-व्हाइटहाउस 3) पद्धति के रूप में जाना bbox=[1110, 932, 1288, 1255]
hockey-pull-quote bbox=[842, 491, 1080, 622]
section-banner bbox=[419, 71, 804, 241]
dhoni-photo bbox=[40, 54, 136, 173]
jaiswal-quote-1: इंग्लैंड के खिलाफ ओवल टेस्ट की दूसरी पारी में 118 रनों की पारी खेलकर भारत को एक मजबूत स्थिति में पहुंचाने वाले युवा सलामी बल्लेबाज यशस्वी जायसवाल ने कहा कि वह अपने पारी को और बढ़ा करना चाहते थे लेकिन अंत में वह अपने प्रदर्शन से संतुष्ट हैं और बेहतर करना चाहता था, मैं bbox=[923, 88, 1183, 163]
days-remaining bbox=[1367, 1791, 1466, 1950]
oval-kicker: ओवल टेस्ट-खराब लाइट से चौथे दिन का खेल जल्दी खत्म bbox=[217, 1165, 739, 1194]
chess-subhead-1: आरसीए का वर्तमान विवाद कैसे शुरू हुआ? bbox=[1110, 579, 1270, 591]
bishnoi-story bbox=[42, 1741, 232, 2353]
dhoni-quote: 2008 में सीएसके के साथ अपना सफर शुरू किया और उन्हें पांच आईपीएल खिताब दिलाए। फ्रेंचाइजी और शहर के साथ मेरे सफर ने व्यक्तित्व विकास में अहम भूमिका निभाई है। bbox=[173, 66, 342, 143]
footer-dots-right bbox=[1308, 2381, 1381, 2393]
section-title: खेल जगत bbox=[425, 150, 798, 235]
plots-64: 64 bbox=[1301, 1910, 1358, 1967]
big-comma-mark: , bbox=[357, 149, 384, 242]
hockey-headline: एसएमएस हॉकी ग्राउंड में लगा असुविधाओं का अंबार, खेल विभाग द्वारा अनदेखी का आरोप bbox=[87, 326, 1055, 452]
chess-col-1 bbox=[1110, 323, 1288, 821]
chess-headline: 19 वर्षों से खिलाड़ियों को टीए/डीए नहीं bbox=[1127, 283, 1463, 349]
